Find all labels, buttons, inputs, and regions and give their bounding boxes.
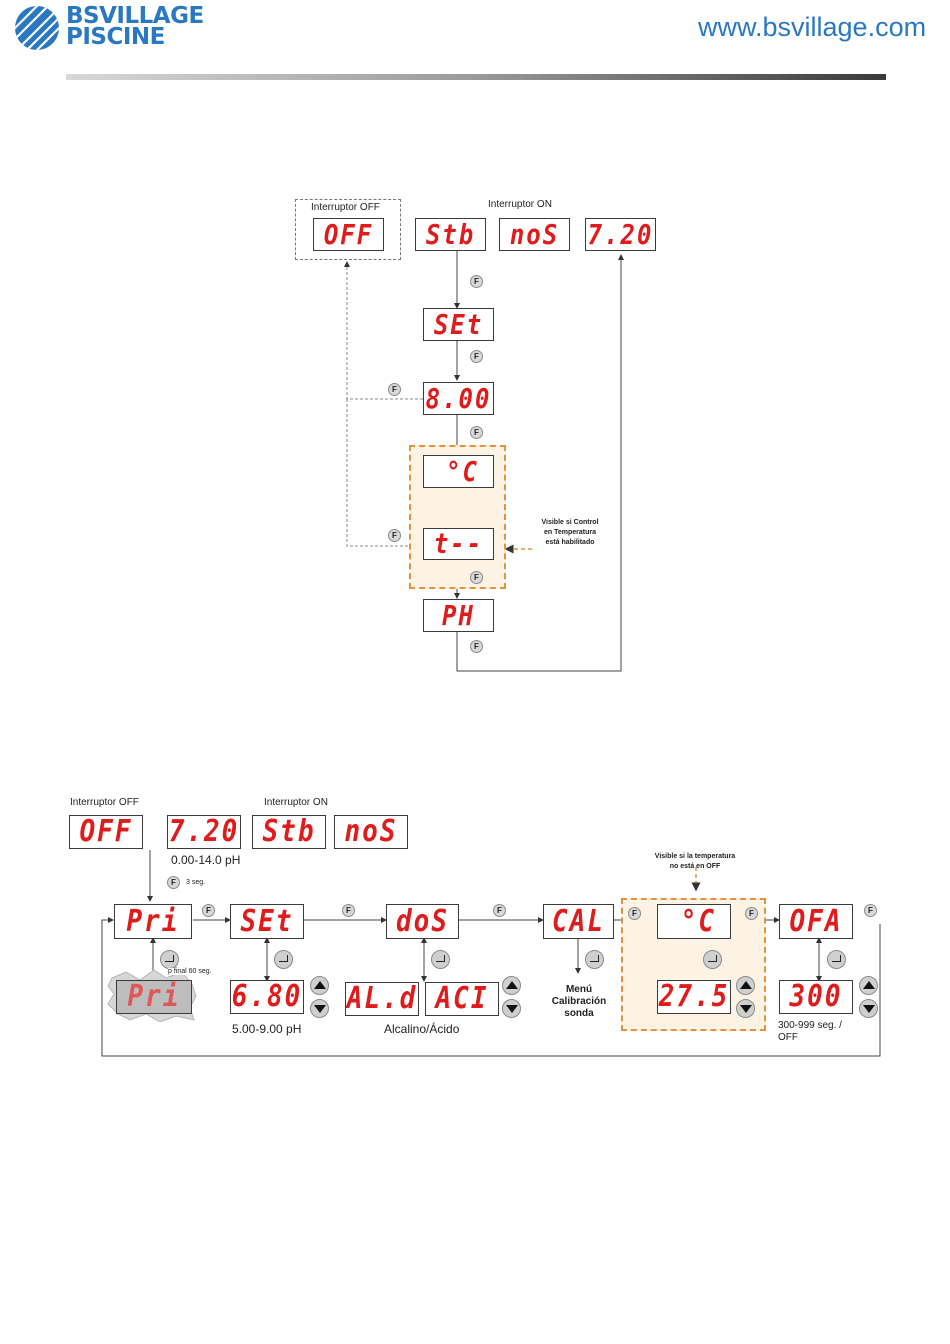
enter-button[interactable] [827, 950, 846, 969]
label-off-2: Interruptor OFF [70, 797, 139, 808]
f-button[interactable]: F [470, 275, 483, 288]
display-temperature: 27.5 [658, 979, 730, 1015]
f-button[interactable]: F [202, 904, 215, 917]
down-arrow-button[interactable] [736, 999, 755, 1018]
display-ph-value-2: 7.20 [168, 814, 240, 850]
f-button[interactable]: F [493, 904, 506, 917]
f-button[interactable]: F [470, 640, 483, 653]
display-stb-2: Stb [252, 815, 326, 849]
enter-button[interactable] [160, 950, 179, 969]
ofa-range-label: 300-999 seg. / OFF [778, 1020, 842, 1043]
enter-button[interactable] [703, 950, 722, 969]
f-button[interactable]: F [864, 904, 877, 917]
logo-line-2: PISCINE [66, 24, 165, 50]
up-arrow-button[interactable] [736, 976, 755, 995]
f-button[interactable]: F [388, 529, 401, 542]
f-button[interactable]: F [470, 426, 483, 439]
ph-range-label: 0.00-14.0 pH [171, 853, 241, 867]
f-button[interactable]: F [167, 876, 180, 889]
display-ph: PH [423, 599, 494, 632]
display-dos: doS [386, 904, 459, 939]
display-off-2: OFF [69, 815, 143, 849]
display-setpoint-2: 6.80 [231, 979, 303, 1015]
display-ofa: OFA [779, 904, 853, 939]
f-button[interactable]: F [628, 907, 641, 920]
display-ofa-value: 300 [779, 980, 853, 1014]
display-pri: Pri [114, 904, 192, 939]
enter-button[interactable] [585, 950, 604, 969]
display-nos-2: noS [334, 815, 408, 849]
enter-button[interactable] [274, 950, 293, 969]
logo-line-1: BSVILLAGE [66, 3, 204, 29]
up-arrow-button[interactable] [859, 976, 878, 995]
display-set: SEt [423, 308, 494, 341]
display-temp-unit-2: °C [657, 904, 731, 939]
down-arrow-button[interactable] [502, 999, 521, 1018]
display-t: t-- [423, 528, 494, 560]
temperature-note: Visible si Control en Temperatura está habilitado [541, 519, 599, 546]
dosing-mode-label: Alcalino/Ácido [384, 1022, 460, 1036]
website-url[interactable]: www.bsvillage.com [698, 12, 927, 42]
label-on-2: Interruptor ON [264, 797, 328, 808]
setpoint-range-label: 5.00-9.00 pH [232, 1022, 302, 1036]
display-setpoint: 8.00 [423, 382, 494, 415]
label-off: Interruptor OFF [311, 202, 380, 213]
down-arrow-button[interactable] [310, 999, 329, 1018]
display-ph-value: 7.20 [585, 218, 656, 251]
f-button[interactable]: F [470, 350, 483, 363]
display-set-2: SEt [230, 904, 304, 939]
f-button[interactable]: F [745, 907, 758, 920]
f-button[interactable]: F [342, 904, 355, 917]
display-off: OFF [313, 218, 384, 251]
up-arrow-button[interactable] [310, 976, 329, 995]
f-button[interactable]: F [388, 383, 401, 396]
f-button[interactable]: F [470, 571, 483, 584]
f-hold-time: 3 seg. [186, 879, 206, 886]
display-temp-unit: °C [423, 455, 494, 488]
display-cal: CAL [543, 904, 614, 939]
enter-button[interactable] [431, 950, 450, 969]
label-on: Interruptor ON [488, 199, 552, 210]
display-pri-flashing: Pri [116, 980, 192, 1014]
display-stb: Stb [415, 218, 486, 251]
display-nos: noS [499, 218, 570, 251]
down-arrow-button[interactable] [859, 999, 878, 1018]
display-alkaline: AL.d [346, 981, 418, 1017]
temperature-note-2: Visible si la temperatura no está en OFF [654, 853, 736, 870]
calibration-menu-label: Menú Calibración sonda [551, 984, 607, 1019]
up-arrow-button[interactable] [502, 976, 521, 995]
pri-note: p final 60 seg. [168, 968, 212, 975]
display-acid: ACI [425, 982, 499, 1016]
